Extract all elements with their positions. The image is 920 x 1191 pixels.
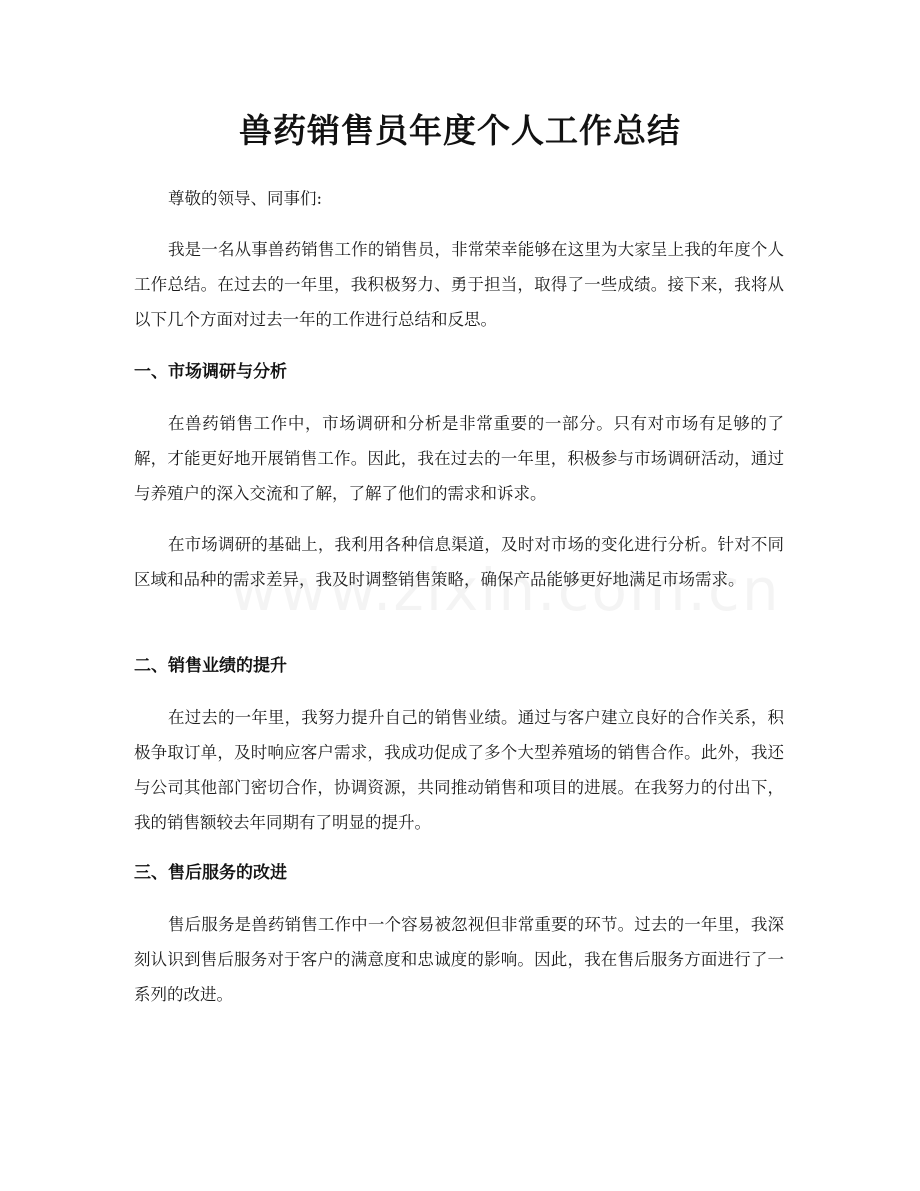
section-heading-3: 三、售后服务的改进 bbox=[134, 863, 287, 883]
section-2-paragraph-1: 在过去的一年里，我努力提升自己的销售业绩。通过与客户建立良好的合作关系，积极争取订单，及时响应客户需求，我成功促成了多个大型养殖场的销售合作。此外，我还与公司其他部门密切合作，协调资源，共同推动销售和项目的进展。在我努力的付出下，我的销售额较去年同期有了明显的提升。 bbox=[134, 708, 784, 832]
section-1-paragraph-2: 在市场调研的基础上，我利用各种信息渠道，及时对市场的变化进行分析。针对不同区域和品种的需求差异，我及时调整销售策略，确保产品能够更好地满足市场需求。 bbox=[134, 535, 784, 589]
section-heading-1: 一、市场调研与分析 bbox=[134, 362, 287, 382]
section-heading-2: 二、销售业绩的提升 bbox=[134, 656, 287, 676]
section-1-paragraph-1: 在兽药销售工作中，市场调研和分析是非常重要的一部分。只有对市场有足够的了解，才能更好地开展销售工作。因此，我在过去的一年里，积极参与市场调研活动，通过与养殖户的深入交流和了解，了解了他们的需求和诉求。 bbox=[134, 414, 784, 503]
intro-paragraph: 我是一名从事兽药销售工作的销售员，非常荣幸能够在这里为大家呈上我的年度个人工作总结。在过去的一年里，我积极努力、勇于担当，取得了一些成绩。接下来，我将从以下几个方面对过去一年的工作进行总结和反思。 bbox=[134, 240, 784, 329]
document-title: 兽药销售员年度个人工作总结 bbox=[239, 111, 681, 150]
section-3-paragraph-1: 售后服务是兽药销售工作中一个容易被忽视但非常重要的环节。过去的一年里，我深刻认识到售后服务对于客户的满意度和忠诚度的影响。因此，我在售后服务方面进行了一系列的改进。 bbox=[134, 915, 784, 1004]
salutation: 尊敬的领导、同事们: bbox=[168, 189, 323, 208]
